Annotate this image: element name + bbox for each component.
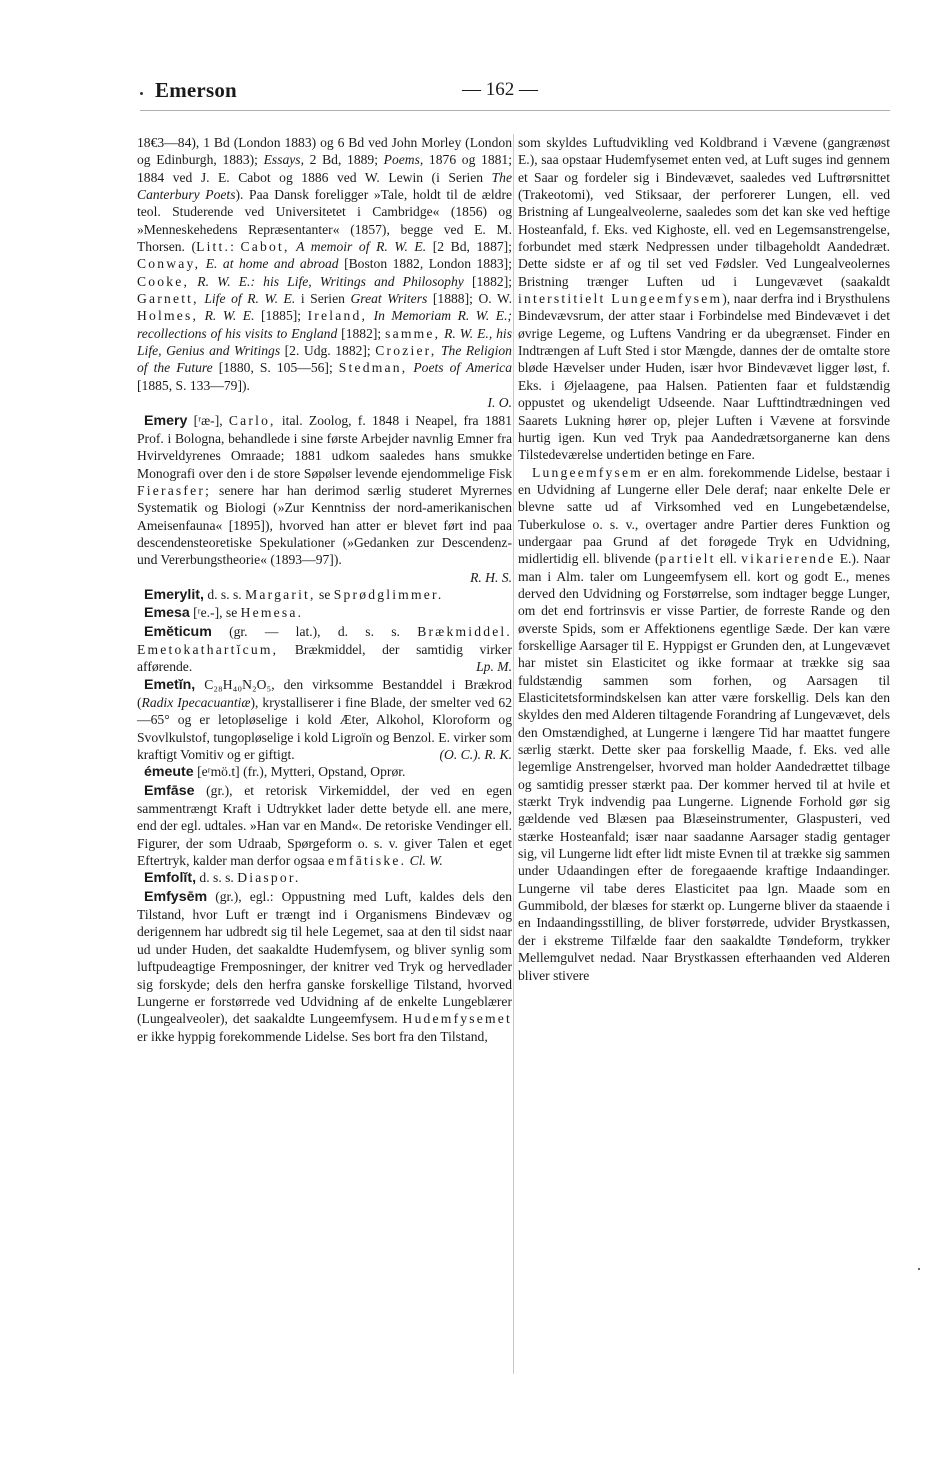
signature: Lp. M.: [476, 659, 512, 675]
entry-emery: Emery [ʳæ-], Carlo, ital. Zoolog, f. 1848 i Neapel, fra 1881 Prof. i Bologna, behandlede i sine første Arbejder navnlig Emner fra Hvirveldyrenes Omraade; 1881 udkom saaledes hans smukke Monografi over den i de store Søpølser levende ejendommelige Fisk Fierasfer; senere har han derimod særlig studeret Myrernes Systematik og Biologi (»Zur Kenntniss der nord-amerikanischen Ameisenfauna« [1895]), hvorved han atter er blevet ført ind paa descendensteoretiske Spekulationer (»Gedanken zur Descendenz- und Vererbungstheorie« (1893—97]). R. H. S.: [137, 412, 513, 585]
page-header: [140, 78, 890, 108]
header-dot: [140, 92, 143, 95]
page-number: — 162 —: [462, 79, 538, 100]
scan-speck: [918, 1268, 920, 1270]
left-column: [137, 134, 512, 1045]
headword: Emetĭn,: [144, 676, 196, 693]
headword: Emĕticum: [144, 623, 212, 640]
signature: (O. C.). R. K.: [439, 747, 512, 763]
signature: I. O.: [487, 395, 512, 411]
right-column: [518, 134, 890, 984]
paragraph-lungeemfysem: Lungeemfysem er en alm. forekommende Lidelse, bestaar i en Udvidning af Lungerne eller Dele deraf; naar enkelte Dele er blevne satte ud af Virksomhed ved en Lungebetændelse, Tuberkulose o. s. v., overtager andre Partier deres Funktion og undergaar paa Grund af det forøgede Tryk en Udvidning, midlertidig ell. blivende (partielt ell. vikarierende E.). Naar man i Alm. taler om Lungeemfysem ell. kort og godt E., menes derved den Udvidning og Forstørrelse, som indtager begge Lunger, om det end fortrinsvis er visse Partier, de forreste Rande og den øverste Spids, som er Affektionens egentlige Sæde. Der kan være forskellige Aarsager til E. Hyppigst er Grunden den, at Lungevævet har mistet sin Elasticitet og ikke formaar at trække sig saa fuldstændig sammen som forhen, og Aarsagen til Elasticitetsformindskelsen kan atter være forskellig. Dels kan den skyldes den med Alderen tiltagende Forandring af Lungevævet, dels den Omstændighed, at Lungerne i længere Tid har maattet fungere særlig stærkt. Dette sker paa forskellig Maade, f. Eks. ved alle legemlige Anstrengelser, hvorved man holder Aandedrættet tilbage og samtidig presser stærkt paa. Der kommer herved til at hvile et stærkt Tryk indvendig paa Lungerne. Lignende Forhold gør sig gældende ved Blæsen paa Blæseinstrumenter, Glaspusteri, ved stærke Hosteanfald; især naar saadanne Aarsager stadig gentager sig, vil Lungerne lidt efter lidt miste Evnen til at trække sig sammen under Udaandingen efter de foregaaende kraftige Indaandinger. Lungerne vil tabe deres Elasticitet paa lgn. Maade som en Gummibold, der blæses for stærkt op. Lungerne bliver da staaende i en Indaandingsstilling, de bliver forstørrede, udvider Brystkassen, der i ekstreme Tilfælde faar den saakaldte Tøndeform, trykker Mellemgulvet nedad. Naar Brystkassen efterhaanden ved Alderen bliver stivere: [518, 464, 890, 983]
header-rule: [140, 110, 890, 111]
running-head: Emerson: [155, 78, 237, 102]
entry-emesa: Emesa [ʳe.-], se Hemesa.: [144, 605, 304, 622]
column-divider: [513, 134, 514, 1374]
headword: Emfysēm: [144, 888, 208, 905]
headword: Emfāse: [144, 782, 195, 799]
entry-emfysem: Emfysēm (gr.), egl.: Oppustning med Luft, kaldes dels den Tilstand, hvor Luft er trængt ind i Organismens Bindevæv og derigennem har udbredt sig til hele Legemet, saa at den til sidst naar ud under Huden, det saakaldte Hudemfysem, og bliver synlig som luftpudeagtige Fremposninger, der knitrer ved Tryk og hervedlader sig forskyde; dels den herfra ganske forskellige Tilstand, hvorved Lungerne er forstørrede ved Udvidning af de enkelte Lungeblærer (Lungealveoler), det saakaldte Lungeemfysem. Hudemfysemet er ikke hyppig forekommende Lidelse. Ses bort fra den Tilstand,: [137, 888, 512, 1044]
headword: Emfolĭt,: [144, 870, 197, 887]
entry-emfysem-continuation: som skyldes Luftudvikling ved Koldbrand i Vævene (gangrænøst E.), saa opstaar Hudemfysemet enten ved, at Luft suges ind gennem et Saar og fordeler sig i Bindevævet, saaledes ved Luftrørsnittet (Trakeotomi), ved Stiksaar, der perforerer Lungen, ell. ved Bristning af Lungealveolerne, saaledes som det kan ske ved heftige Hosteanfald, f. Eks. ved Kighoste, ell. ved en Legemsanstrengelse, forbundet med stærk Nedpressen under tilbageholdt Aandedræt. Dette sidste er af og til set ved Fødsler. Ved Lungealveolernes Bristning trænger Luften ud i Lungevævet (saakaldt interstitielt Lungeemfysem), naar derfra ind i Brysthulens Bindevævsrum, der atter staar i Forbindelse med Bindevævet i det øvrige Legeme, og Luftens Vandring er da ubegrænset. Finder en Indtrængen af Luft Sted i stor Mængde, dannes der de omtalte store bløde Hævelser under Huden, især hvor Bindevævet ligger løst, f. Eks. i Øjelaagene, paa Halsen. Patienten faar et fuldstændig oppustet og ukendeligt Udseende. Naar Lufttindtrædningen ved Saarets Lukning hører op, plejer Luften i Vævene at forsvinde hurtig igen. Kun ved Tryk paa Aandedrætsorganerne kan dens Tilstedeværelse undertiden betinge en Fare.: [518, 135, 890, 463]
headword: Emery: [144, 412, 188, 429]
signature: R. H. S.: [470, 569, 512, 585]
entry-emetin: Emetĭn, C₂₈H₄₀N₂O₅, den virksomme Bestanddel i Brækrod (Radix Ipecacuantiæ), krystalliserer i fine Blade, der smelter ved 62—65° og er letopløselige i kold Æter, Alkohol, Kloroform og Svovlkulstof, tungopløselige i kold Ligroïn og Benzol. E. virker som kraftigt Vomitiv og er giftigt. (O. C.). R. K.: [137, 676, 512, 763]
headword: Emerylit,: [144, 586, 204, 603]
entry-emerylit: Emerylit, d. s. s. Margarit, se Sprødglimmer.: [144, 586, 444, 603]
entry-emerson-continuation: 18€3—84), 1 Bd (London 1883) og 6 Bd ved John Morley (London og Edinburgh, 1883); Essays, 2 Bd, 1889; Poems, 1876 og 1881; 1884 ved J. E. Cabot og 1886 ved W. Lewin (i Serien The Canterbury Poets). Paa Dansk foreligger »Tale, holdt til de ældre teol. Studerende ved Universitetet i Cambridge« (1856) og »Menneskehedens Repræsentanter« (1857), begge ved E. M. Thorsen. (Litt.: Cabot, A memoir of R. W. E. [2 Bd, 1887]; Conway, E. at home and abroad [Boston 1882, London 1883]; Cooke, R. W. E.: his Life, Writings and Philosophy [1882]; Garnett, Life of R. W. E. i Serien Great Writers [1888]; O. W. Holmes, R. W. E. [1885]; Ireland, In Memoriam R. W. E.; recollections of his visits to England [1882]; samme, R. W. E., his Life, Genius and Writings [2. Udg. 1882]; Crozier, The Religion of the Future [1880, S. 105—56]; Stedman, Poets of America [1885, S. 133—79]). I. O.: [137, 135, 513, 411]
signature: Cl. W.: [409, 853, 443, 869]
entry-emfolit: Emfolĭt, d. s. s. Diaspor.: [144, 870, 301, 887]
entry-emeute: émeute [eʳmö.t] (fr.), Mytteri, Opstand, Oprør.: [144, 764, 406, 781]
headword: Emesa: [144, 605, 190, 622]
entry-emfase: Emfāse (gr.), et retorisk Virkemiddel, der ved en egen sammentrængt Kraft i Udtrykket lader dette betyde ell. ane mere, end der egl. udtales. »Han var en Mand«. De retoriske Vendinger ell. Figurer, der som Udraab, Spørgeform o. s. v. giver Talen et eget Eftertryk, kalder man derfor ogsaa emfātiske. Cl. W.: [137, 782, 512, 869]
headword: émeute: [144, 764, 194, 781]
entry-emeticum: Emĕticum (gr. — lat.), d. s. s. Brækmiddel. Emetokathartĭcum, Brækmiddel, der samtidig virker afførende. Lp. M.: [137, 623, 512, 675]
